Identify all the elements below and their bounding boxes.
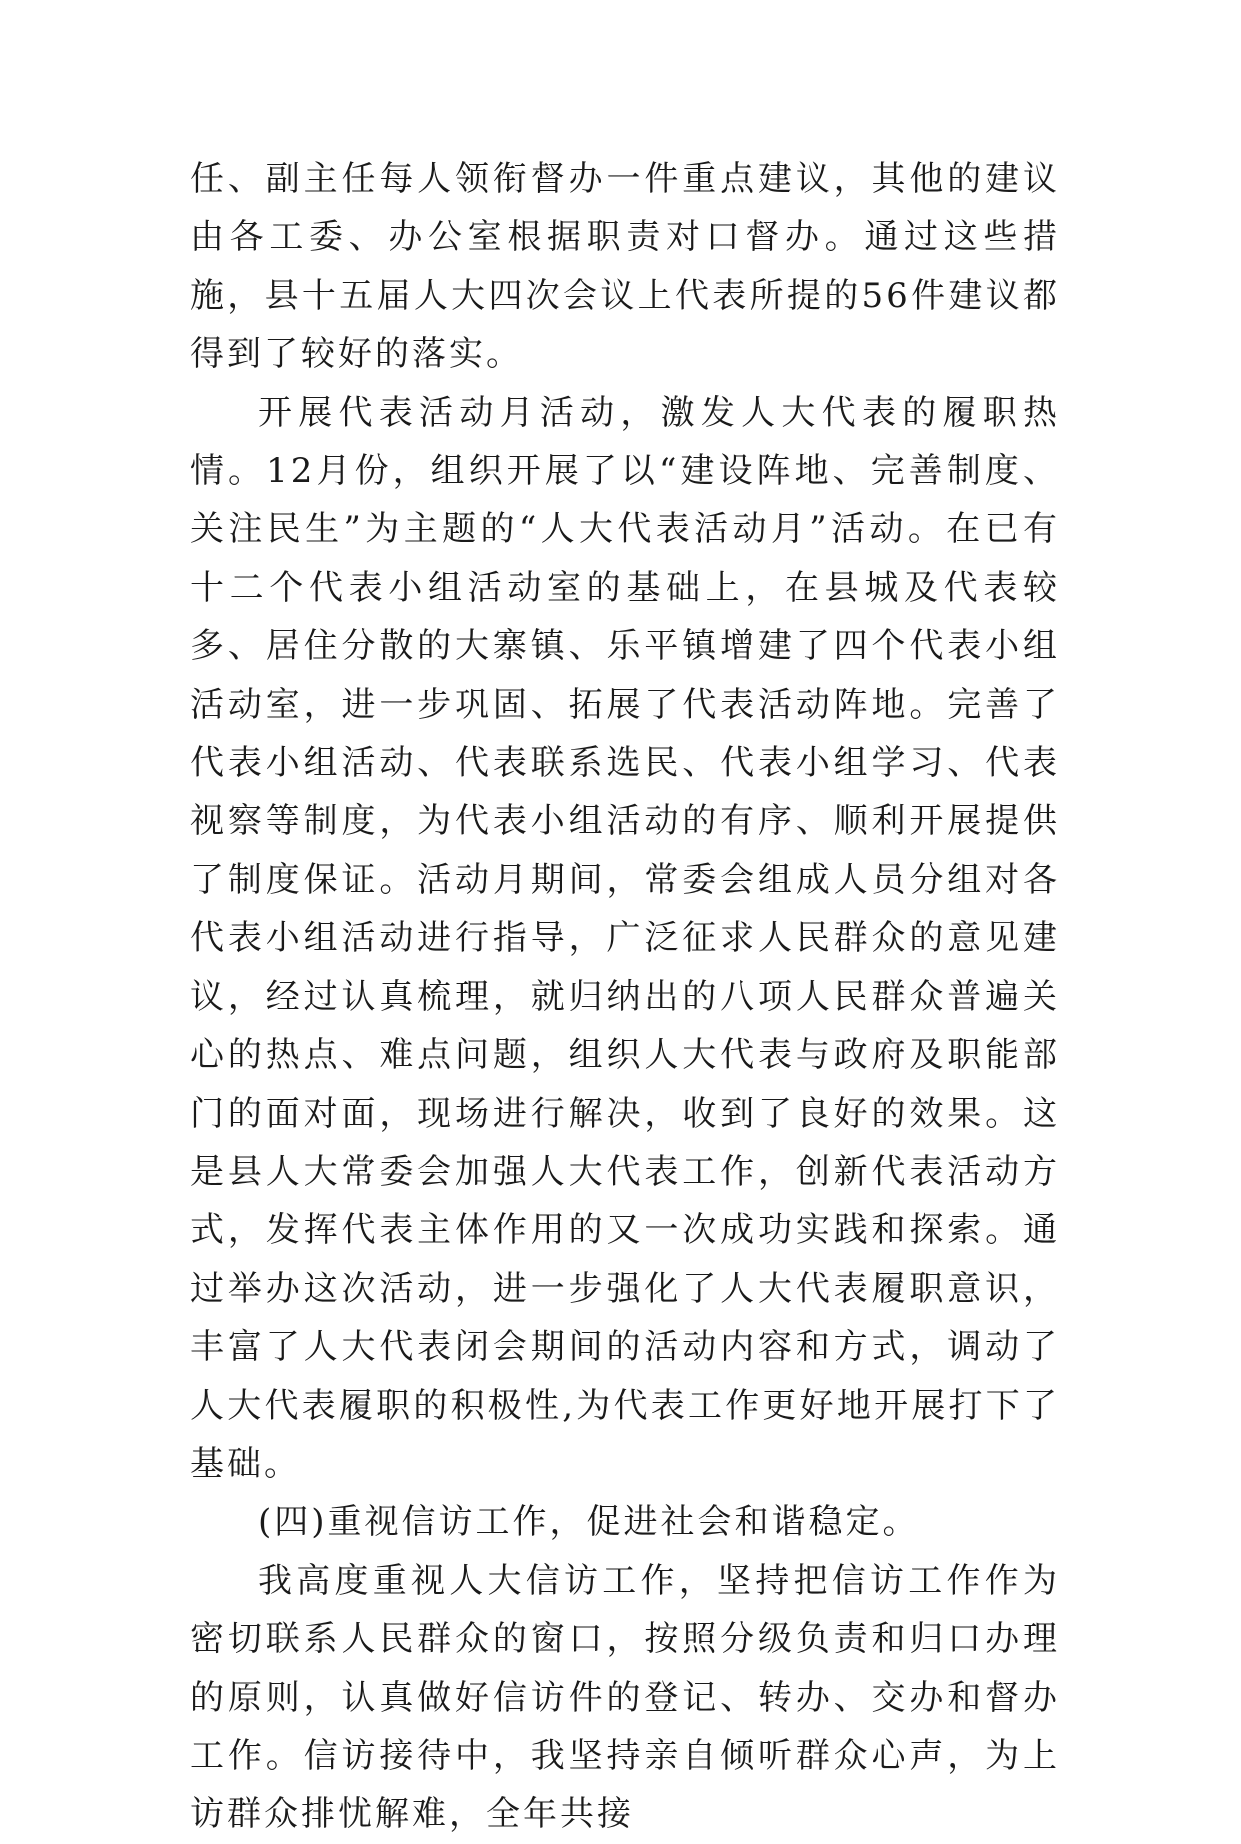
paragraph-2: 开展代表活动月活动，激发人大代表的履职热情。12月份，组织开展了以“建设阵地、完善制度、关注民生”为主题的“人大代表活动月”活动。在已有十二个代表小组活动室的基础上，在县城及代表较多、居住分散的大寨镇、乐平镇增建了四个代表小组活动室，进一步巩固、拓展了代表活动阵地。完善了代表小组活动、代表联系选民、代表小组学习、代表视察等制度，为代表小组活动的有序、顺利开展提供了制度保证。活动月期间，常委会组成人员分组对各代表小组活动进行指导，广泛征求人民群众的意见建议，经过认真梳理，就归纳出的八项人民群众普遍关心的热点、难点问题，组织人大代表与政府及职能部门的面对面，现场进行解决，收到了良好的效果。这是县人大常委会加强人大代表工作，创新代表活动方式，发挥代表主体作用的又一次成功实践和探索。通过举办这次活动，进一步强化了人大代表履职意识，丰富了人大代表闭会期间的活动内容和方式，调动了人大代表履职的积极性,为代表工作更好地开展打下了基础。: [190, 392, 1060, 1484]
section-heading-4: (四)重视信访工作，促进社会和谐稳定。: [258, 1502, 920, 1543]
document-body: [190, 150, 1060, 1844]
paragraph-3: 我高度重视人大信访工作，坚持把信访工作作为密切联系人民群众的窗口，按照分级负责和归口办理的原则，认真做好信访件的登记、转办、交办和督办工作。信访接待中，我坚持亲自倾听群众心声，为上访群众排忧解难，全年共接: [190, 1560, 1060, 1835]
paragraph-1: 任、副主任每人领衔督办一件重点建议，其他的建议由各工委、办公室根据职责对口督办。通过这些措施，县十五届人大四次会议上代表所提的56件建议都得到了较好的落实。: [190, 159, 1060, 375]
